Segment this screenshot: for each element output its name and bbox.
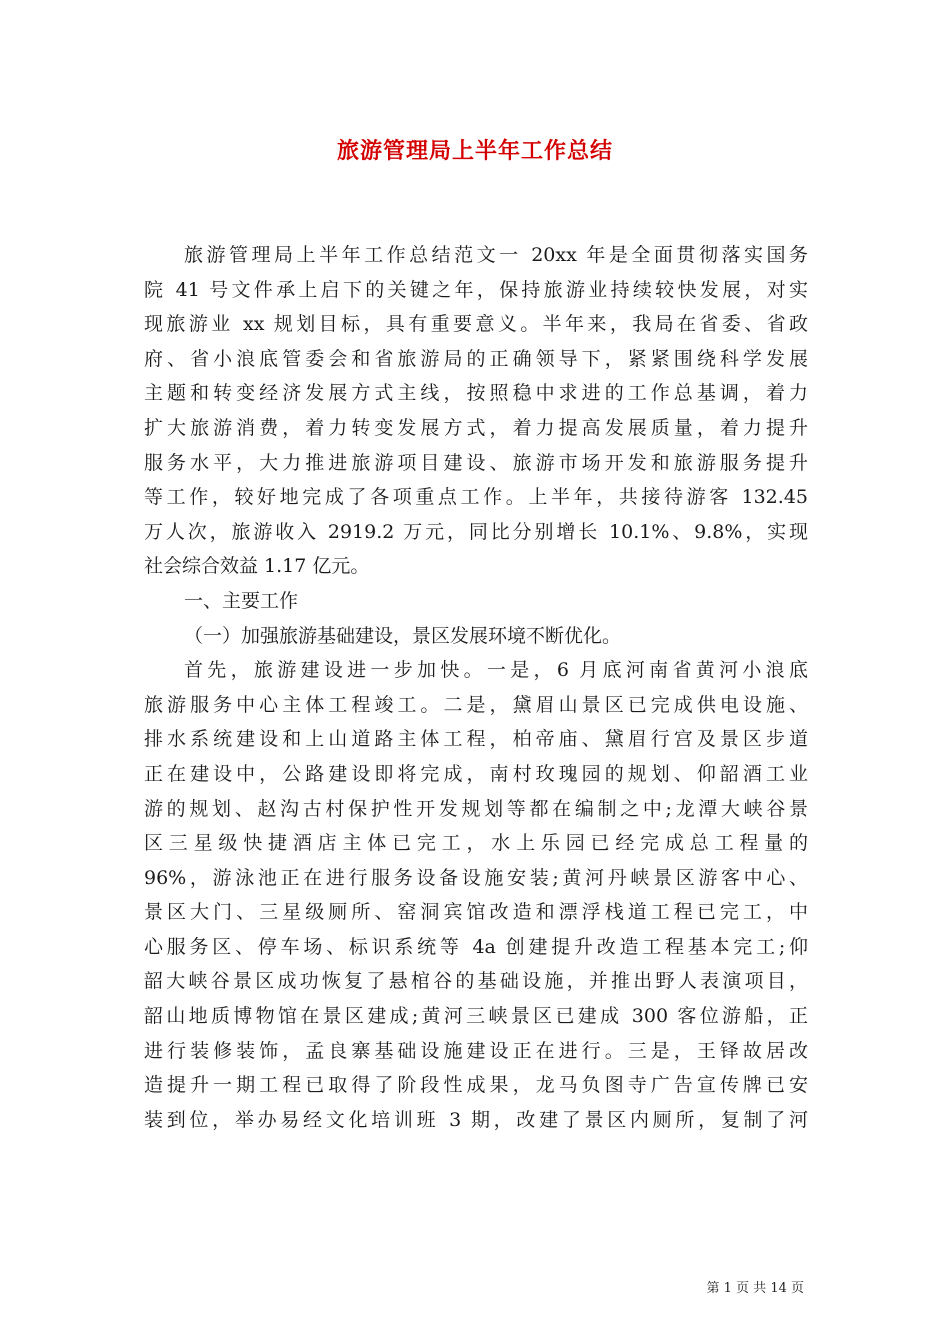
subsection-heading: （一）加强旅游基础建设，景区发展环境不断优化。 [184, 624, 622, 647]
paragraph-line: 府、省小浪底管委会和省旅游局的正确领导下，紧紧围绕科学发展 [144, 347, 808, 370]
document-title: 旅游管理局上半年工作总结 [336, 138, 613, 164]
paragraph-line: 旅游服务中心主体工程竣工。二是，黛眉山景区已完成供电设施、 [144, 693, 808, 716]
paragraph-line: 韶大峡谷景区成功恢复了悬棺谷的基础设施，并推出野人表演项目， [144, 970, 808, 993]
paragraph-line: 万人次，旅游收入 2919.2 万元，同比分别增长 10.1%、9.8%，实现 [144, 520, 808, 543]
paragraph-line: 等工作，较好地完成了各项重点工作。上半年，共接待游客 132.45 [144, 486, 808, 509]
paragraph-line: 现旅游业 xx 规划目标，具有重要意义。半年来，我局在省委、省政 [144, 313, 808, 336]
paragraph-line: 游的规划、赵沟古村保护性开发规划等都在编制之中;龙潭大峡谷景 [144, 797, 808, 820]
paragraph-line: 院 41 号文件承上启下的关键之年，保持旅游业持续较快发展，对实 [144, 278, 808, 301]
paragraph-line: 正在建设中，公路建设即将完成，南村玫瑰园的规划、仰韶酒工业 [144, 762, 808, 785]
paragraph-line: 96%，游泳池正在进行服务设备设施安装;黄河丹峡景区游客中心、 [144, 866, 808, 889]
paragraph-line: 进行装修装饰，孟良寨基础设施建设正在进行。三是，王铎故居改 [144, 1039, 808, 1062]
paragraph-line: 韶山地质博物馆在景区建成;黄河三峡景区已建成 300 客位游船，正 [144, 1005, 808, 1028]
document-body [144, 238, 808, 1137]
paragraph-line: 造提升一期工程已取得了阶段性成果，龙马负图寺广告宣传牌已安 [144, 1074, 808, 1097]
section-heading: 一、主要工作 [184, 589, 299, 612]
paragraph-line: 社会综合效益 1.17 亿元。 [144, 555, 370, 578]
paragraph-line: 装到位，举办易经文化培训班 3 期，改建了景区内厕所，复制了河 [144, 1108, 808, 1131]
paragraph-line: 首先，旅游建设进一步加快。一是，6 月底河南省黄河小浪底 [184, 659, 808, 682]
paragraph-line: 区三星级快捷酒店主体已完工，水上乐园已经完成总工程量的 [144, 832, 808, 855]
page-number-footer: 第 1 页 共 14 页 [706, 1281, 804, 1296]
paragraph-line: 景区大门、三星级厕所、窑洞宾馆改造和漂浮栈道工程已完工，中 [144, 901, 808, 924]
paragraph-line: 扩大旅游消费，着力转变发展方式，着力提高发展质量，着力提升 [144, 416, 808, 439]
paragraph-line: 主题和转变经济发展方式主线，按照稳中求进的工作总基调，着力 [144, 382, 808, 405]
paragraph-line: 心服务区、停车场、标识系统等 4a 创建提升改造工程基本完工;仰 [144, 935, 808, 958]
paragraph-line: 旅游管理局上半年工作总结范文一 20xx 年是全面贯彻落实国务 [184, 244, 808, 266]
paragraph-line: 排水系统建设和上山道路主体工程，柏帝庙、黛眉行宫及景区步道 [144, 728, 808, 751]
paragraph-line: 服务水平，大力推进旅游项目建设、旅游市场开发和旅游服务提升 [144, 451, 808, 474]
